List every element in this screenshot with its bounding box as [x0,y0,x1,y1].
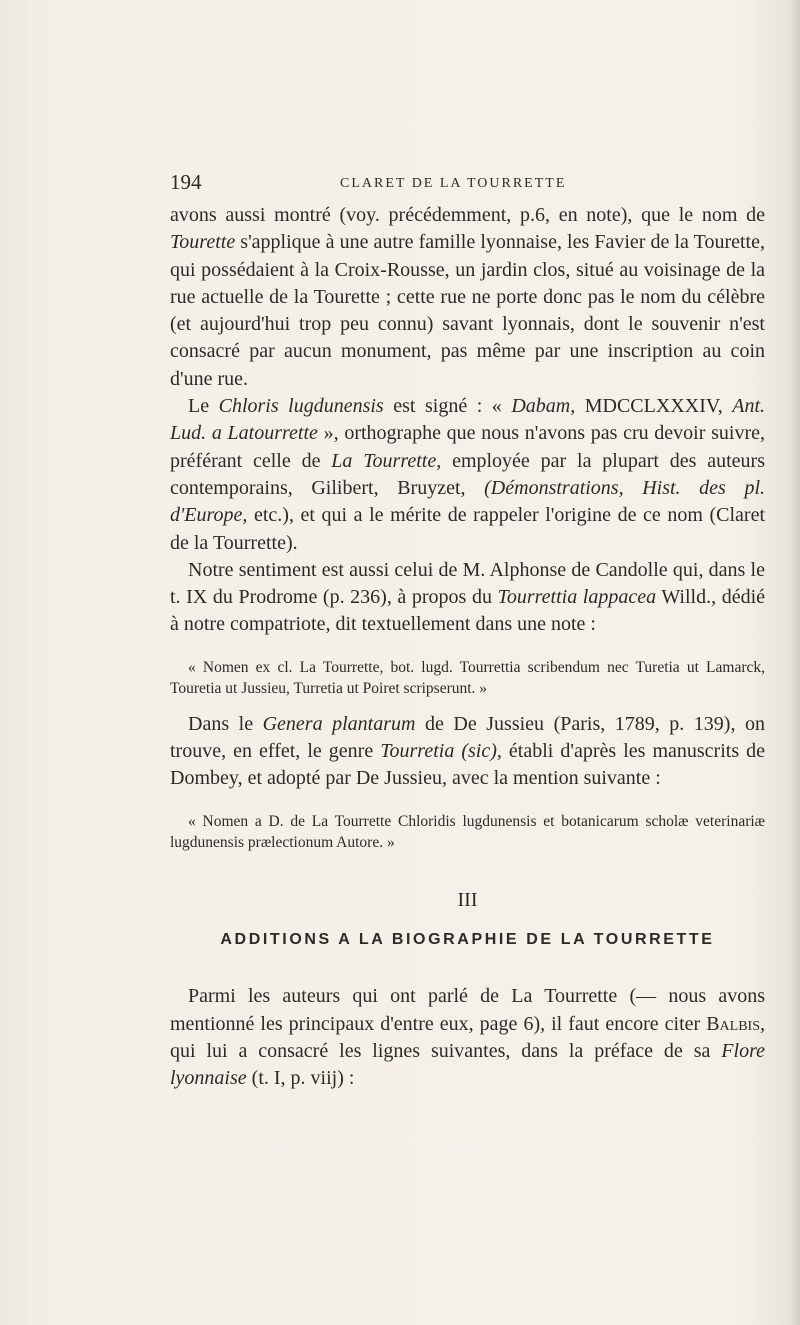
section-number: III [457,888,478,911]
section-title: ADDITIONS A LA BIOGRAPHIE DE LA TOURRETTE [220,930,715,948]
quote-candolle: « Nomen ex cl. La Tourrette, bot. lugd. Tourrettia scribendum nec Turetia ut Lamarck, Touretia ut Jussieu, Turretia ut Poiret scripserunt. » [170,658,765,697]
running-title: CLARET DE LA TOURRETTE [340,176,567,191]
page-header [170,170,765,200]
body-text [170,202,765,1092]
page-edge-shadow [790,0,800,1325]
paragraph-5: Parmi les auteurs qui ont parlé de La Tourrette (— nous avons mentionné les principaux d'entre eux, page 6), il faut encore citer Balbis, qui lui a consacré les lignes suivantes, dans la préface de sa Flore lyonnaise (t. I, p. viij) : [170,985,765,1090]
paragraph-2: Le Chloris lugdunensis est signé : « Dabam, MDCCLXXXIV, Ant. Lud. a Latourrette », orthographe que nous n'avons pas cru devoir suivre, préférant celle de La Tourrette, employée par la plupart des auteurs contemporains, Gilibert, Bruyzet, (Démonstrations, Hist. des pl. d'Europe, etc.), et qui a le mérite de rappeler l'origine de ce nom (Claret de la Tourrette). [170,395,766,554]
quote-jussieu: « Nomen a D. de La Tourrette Chloridis lugdunensis et botanicarum scholæ veterinariæ lugdunensis prælectionum Autore. » [170,812,765,851]
paragraph-1: avons aussi montré (voy. précédemment, p.6, en note), que le nom de Tourette s'applique à une autre famille lyonnaise, les Favier de la Tourette, qui possédaient à la Croix-Rousse, un jardin clos, situé au voisinage de la rue actuelle de la Tourette ; cette rue ne porte donc pas le nom du célèbre (et aujourd'hui trop peu connu) savant lyonnais, dont le souvenir n'est consacré par aucun monument, pas même par une inscription au coin d'une rue. [170,204,765,390]
page-number: 194 [170,170,202,194]
paragraph-3: Notre sentiment est aussi celui de M. Alphonse de Candolle qui, dans le t. IX du Prodrome (p. 236), à propos du Tourrettia lappacea Willd., dédié à notre compatriote, dit textuellement dans une note : [170,558,766,636]
paragraph-4: Dans le Genera plantarum de De Jussieu (Paris, 1789, p. 139), on trouve, en effet, le genre Tourretia (sic), établi d'après les manuscrits de Dombey, et adopté par De Jussieu, avec la mention suivante : [170,712,766,790]
